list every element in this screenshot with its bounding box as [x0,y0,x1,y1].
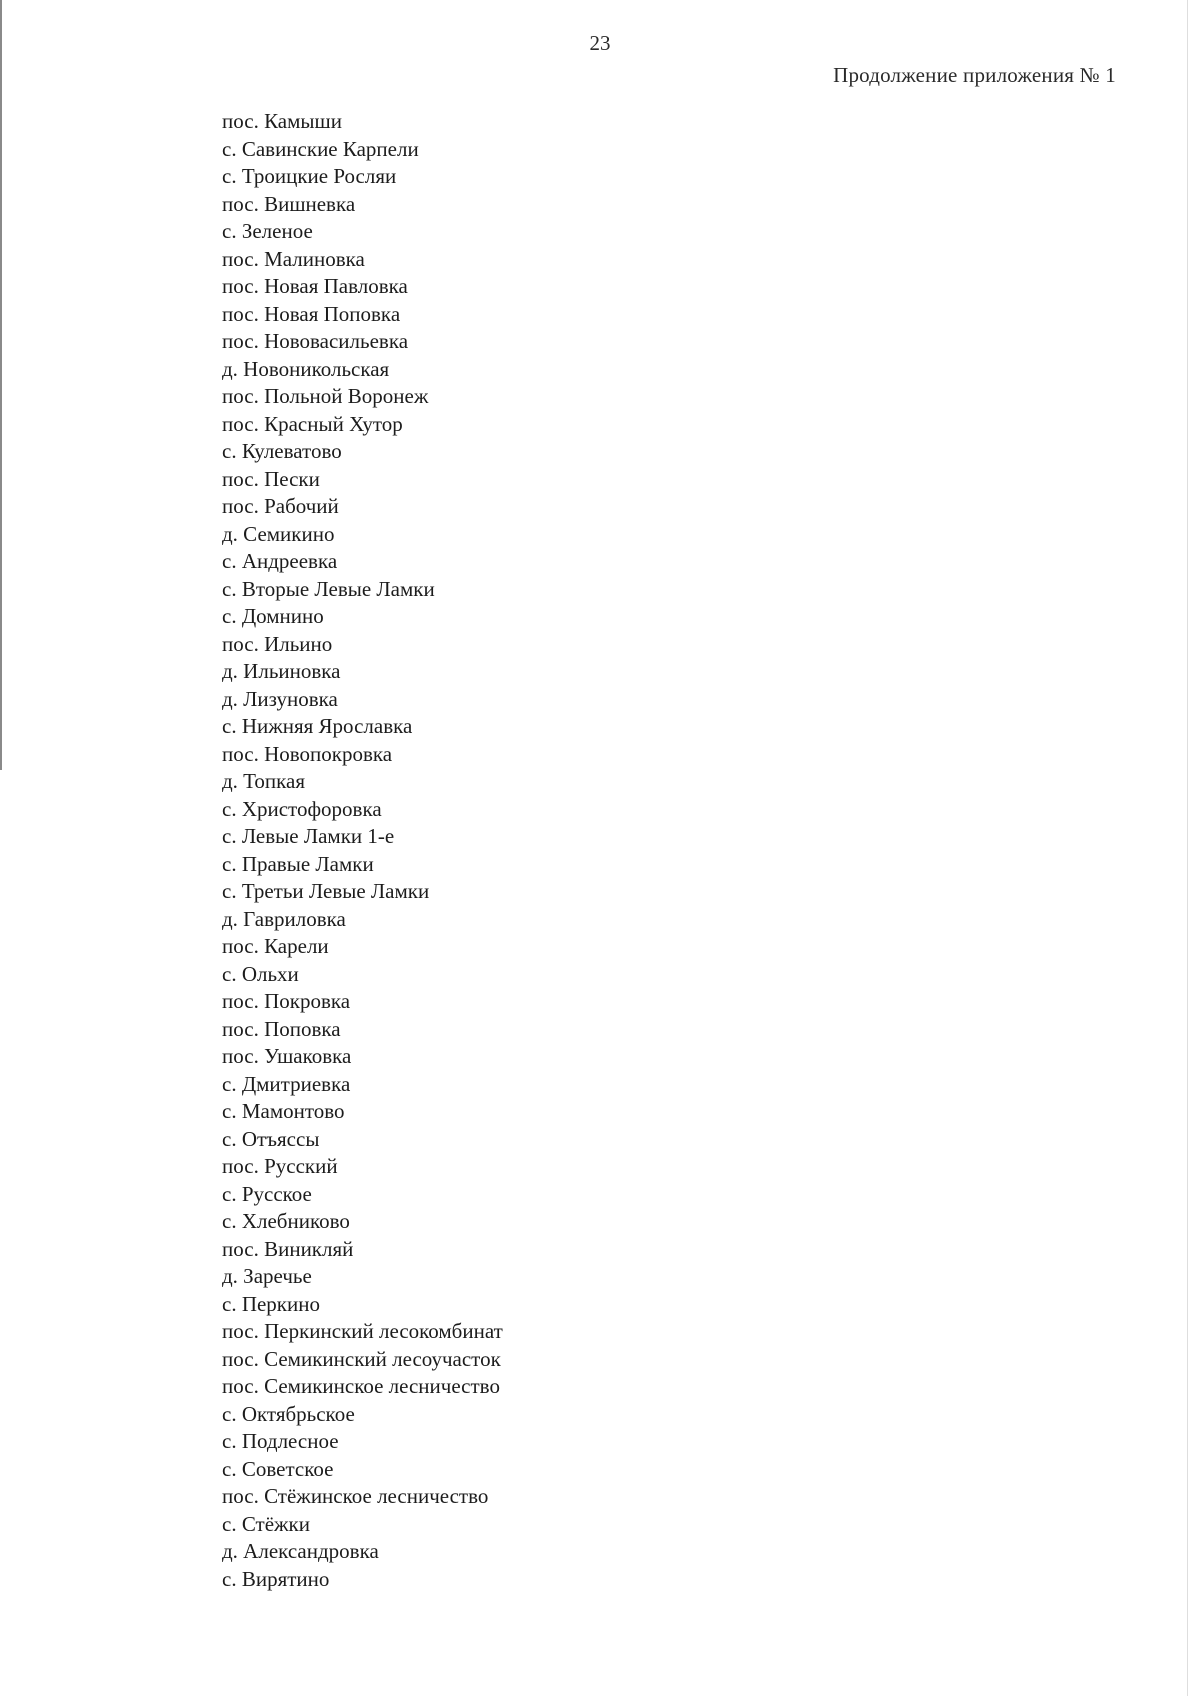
settlement-item: пос. Русский [222,1154,338,1178]
settlement-item: пос. Семикинский лесоучасток [222,1346,501,1371]
settlement-item: пос. Польной Воронеж [222,384,429,408]
settlement-item: с. Нижняя Ярославка [222,714,413,738]
settlement-item: д. Топкая [222,769,306,793]
settlement-item: д. Семикино [222,521,335,546]
settlement-item: с. Отъяссы [222,1126,320,1151]
settlement-item: с. Зеленое [222,219,313,243]
settlement-item: с. Стёжки [222,1511,310,1536]
settlement-item: пос. Камыши [222,109,342,133]
settlement-item: с. Вторые Левые Ламки [222,576,435,601]
page-number: 23 [589,31,611,55]
settlement-item: пос. Перкинский лесокомбинат [222,1319,503,1343]
settlement-item: с. Андреевка [222,549,338,573]
settlement-item: пос. Малиновка [222,246,365,271]
settlement-item: пос. Рабочий [222,494,339,518]
appendix-continuation-note: Продолжение приложения № 1 [833,63,1116,87]
scan-edge-left [0,0,2,770]
settlement-item: с. Левые Ламки 1-е [222,824,395,848]
settlement-item: пос. Ушаковка [222,1044,352,1068]
settlement-item: с. Правые Ламки [222,851,374,876]
settlement-list [222,108,503,1593]
settlement-item: пос. Семикинское лесничество [222,1374,500,1398]
settlement-item: пос. Вишневка [222,191,356,216]
scan-edge-right [1187,0,1188,1696]
settlement-item: с. Перкино [222,1291,320,1316]
settlement-item: с. Троицкие Росляи [222,164,397,188]
settlement-item: с. Дмитриевка [222,1071,351,1096]
settlement-item: пос. Виникляй [222,1236,354,1261]
settlement-item: д. Новоникольская [222,356,390,381]
settlement-item: д. Ильиновка [222,659,341,683]
settlement-item: пос. Покровка [222,989,351,1013]
settlement-item: пос. Новопокровка [222,741,393,766]
settlement-item: с. Савинские Карпели [222,136,419,161]
settlement-item: пос. Ильино [222,631,333,656]
settlement-item: с. Домнино [222,604,324,628]
settlement-item: пос. Стёжинское лесничество [222,1484,489,1508]
settlement-item: пос. Новая Павловка [222,274,408,298]
settlement-item: д. Александровка [222,1539,379,1563]
settlement-item: пос. Нововасильевка [222,329,409,353]
settlement-item: с. Ольхи [222,961,299,986]
settlement-item: с. Советское [222,1456,334,1481]
settlement-item: с. Кулеватово [222,439,342,463]
settlement-item: с. Русское [222,1181,312,1206]
settlement-item: пос. Красный Хутор [222,411,403,436]
settlement-item: пос. Поповка [222,1016,341,1041]
settlement-item: д. Гавриловка [222,906,346,931]
settlement-item: пос. Новая Поповка [222,301,401,326]
settlement-item: с. Октябрьское [222,1401,355,1426]
settlement-item: с. Хлебниково [222,1209,350,1233]
settlement-item: с. Христофоровка [222,796,382,821]
settlement-item: д. Заречье [222,1264,312,1288]
settlement-item: пос. Карели [222,934,329,958]
settlement-item: с. Третьи Левые Ламки [222,879,430,903]
settlement-item: с. Вирятино [222,1566,330,1591]
settlement-item: с. Мамонтово [222,1099,345,1123]
settlement-item: пос. Пески [222,466,320,491]
settlement-item: с. Подлесное [222,1429,339,1453]
settlement-item: д. Лизуновка [222,686,338,711]
